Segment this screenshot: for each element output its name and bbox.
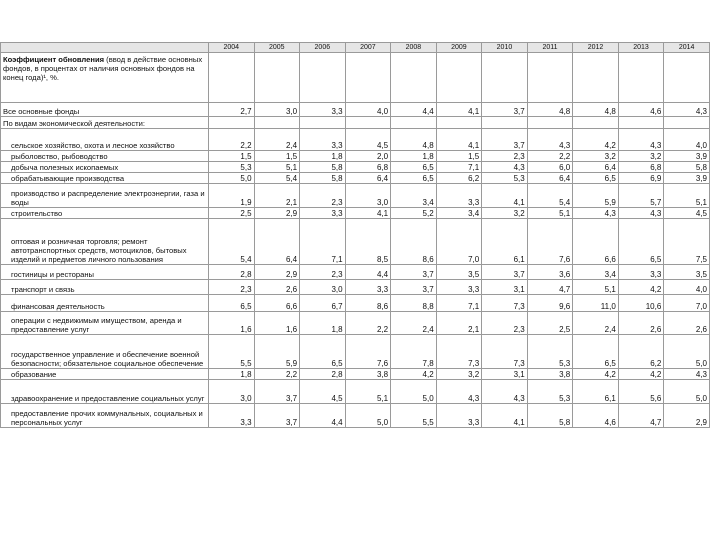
year-header-row: [1, 43, 710, 53]
table-row: [1, 295, 710, 312]
value-cell: 3,0: [209, 380, 255, 404]
value-cell: 3,7: [254, 380, 300, 404]
value-cell: 6,2: [618, 335, 664, 369]
value-cell: 6,8: [345, 162, 391, 173]
value-cell: 3,2: [436, 369, 482, 380]
value-cell: 4,1: [436, 129, 482, 151]
row-label: По видам экономической деятельности:: [1, 117, 209, 129]
table-row: [1, 369, 710, 380]
table-row: [1, 404, 710, 428]
value-cell: 6,1: [482, 219, 528, 265]
value-cell: 3,1: [482, 280, 528, 295]
value-cell: 3,7: [482, 103, 528, 117]
year-header: 2009: [436, 43, 482, 53]
value-cell: 4,3: [664, 369, 710, 380]
value-cell: 6,5: [573, 173, 619, 184]
value-cell: 4,2: [391, 369, 437, 380]
value-cell: 5,5: [391, 404, 437, 428]
table-row: [1, 380, 710, 404]
value-cell: 4,4: [391, 103, 437, 117]
value-cell: 5,4: [209, 219, 255, 265]
value-cell: 3,3: [300, 129, 346, 151]
value-cell: 7,0: [436, 219, 482, 265]
value-cell: 3,8: [527, 369, 573, 380]
table-row: [1, 151, 710, 162]
value-cell: 5,6: [618, 380, 664, 404]
value-cell: 4,5: [300, 380, 346, 404]
table-title: [1, 53, 209, 103]
value-cell: 3,5: [664, 265, 710, 280]
value-cell: 4,3: [573, 208, 619, 219]
value-cell: 3,7: [482, 129, 528, 151]
value-cell: 6,5: [391, 173, 437, 184]
value-cell: 2,2: [345, 312, 391, 335]
value-cell: 3,3: [209, 404, 255, 428]
table-row: [1, 335, 710, 369]
value-cell: 3,0: [345, 184, 391, 208]
value-cell: 3,6: [527, 265, 573, 280]
row-label: здравоохранение и предоставление социальных услуг: [1, 380, 209, 404]
value-cell: 1,8: [300, 312, 346, 335]
value-cell: 4,2: [618, 280, 664, 295]
value-cell: 7,1: [436, 295, 482, 312]
value-cell: 3,3: [436, 280, 482, 295]
value-cell: 3,3: [618, 265, 664, 280]
year-header: 2010: [482, 43, 528, 53]
value-cell: 2,3: [482, 312, 528, 335]
value-cell: 7,0: [664, 295, 710, 312]
row-label: Все основные фонды: [1, 103, 209, 117]
title-bold: Коэффициент обновления: [3, 55, 105, 64]
value-cell: 8,8: [391, 295, 437, 312]
value-cell: 4,6: [618, 103, 664, 117]
table-row: [1, 173, 710, 184]
value-cell: 4,3: [527, 129, 573, 151]
row-label: государственное управление и обеспечение военной безопасности; обязательное социальное обеспечение: [1, 335, 209, 369]
value-cell: 7,3: [482, 295, 528, 312]
table-row: [1, 103, 710, 117]
value-cell: 3,7: [391, 265, 437, 280]
value-cell: 3,1: [482, 369, 528, 380]
value-cell: 7,6: [527, 219, 573, 265]
value-cell: 4,1: [482, 184, 528, 208]
row-label: производство и распределение электроэнергии, газа и воды: [1, 184, 209, 208]
row-label: гостиницы и рестораны: [1, 265, 209, 280]
value-cell: 2,2: [254, 369, 300, 380]
value-cell: 2,4: [254, 129, 300, 151]
value-cell: 11,0: [573, 295, 619, 312]
value-cell: 4,3: [482, 162, 528, 173]
value-cell: [664, 117, 710, 129]
table-row: [1, 162, 710, 173]
value-cell: 3,4: [573, 265, 619, 280]
value-cell: 5,1: [254, 162, 300, 173]
value-cell: 2,9: [254, 208, 300, 219]
value-cell: [254, 117, 300, 129]
value-cell: 5,7: [618, 184, 664, 208]
value-cell: 5,4: [527, 184, 573, 208]
year-header: 2013: [618, 43, 664, 53]
value-cell: 4,7: [618, 404, 664, 428]
value-cell: 6,5: [209, 295, 255, 312]
value-cell: 4,8: [527, 103, 573, 117]
value-cell: 4,1: [436, 103, 482, 117]
value-cell: 4,2: [573, 129, 619, 151]
value-cell: 7,1: [436, 162, 482, 173]
value-cell: 5,3: [527, 335, 573, 369]
value-cell: 3,5: [436, 265, 482, 280]
row-label: финансовая деятельность: [1, 295, 209, 312]
year-header: 2006: [300, 43, 346, 53]
value-cell: 6,4: [573, 162, 619, 173]
value-cell: 6,8: [618, 162, 664, 173]
value-cell: [527, 117, 573, 129]
value-cell: 6,9: [618, 173, 664, 184]
value-cell: 4,3: [618, 208, 664, 219]
year-header: 2012: [573, 43, 619, 53]
value-cell: 6,5: [618, 219, 664, 265]
value-cell: 1,9: [209, 184, 255, 208]
value-cell: 5,1: [573, 280, 619, 295]
value-cell: 2,2: [527, 151, 573, 162]
value-cell: 3,9: [664, 173, 710, 184]
value-cell: 5,3: [482, 173, 528, 184]
value-cell: 4,8: [573, 103, 619, 117]
value-cell: 2,7: [209, 103, 255, 117]
table-row: [1, 129, 710, 151]
row-label: рыболовство, рыбоводство: [1, 151, 209, 162]
value-cell: 1,6: [209, 312, 255, 335]
value-cell: 3,3: [300, 103, 346, 117]
value-cell: 6,5: [300, 335, 346, 369]
value-cell: 5,0: [345, 404, 391, 428]
value-cell: 1,8: [391, 151, 437, 162]
value-cell: 6,2: [436, 173, 482, 184]
value-cell: [209, 117, 255, 129]
value-cell: [482, 117, 528, 129]
value-cell: 3,2: [482, 208, 528, 219]
value-cell: 2,1: [254, 184, 300, 208]
value-cell: 4,3: [618, 129, 664, 151]
value-cell: 6,5: [573, 335, 619, 369]
value-cell: 2,8: [300, 369, 346, 380]
year-header: 2008: [391, 43, 437, 53]
value-cell: 5,9: [573, 184, 619, 208]
value-cell: 4,5: [345, 129, 391, 151]
row-label: операции с недвижимым имуществом, аренда и предоставление услуг: [1, 312, 209, 335]
value-cell: 3,2: [618, 151, 664, 162]
value-cell: 5,3: [209, 162, 255, 173]
value-cell: 2,1: [436, 312, 482, 335]
value-cell: 5,3: [527, 380, 573, 404]
table-row: [1, 117, 710, 129]
value-cell: 5,9: [254, 335, 300, 369]
value-cell: 7,8: [391, 335, 437, 369]
value-cell: 5,4: [254, 173, 300, 184]
value-cell: 6,0: [527, 162, 573, 173]
value-cell: 3,3: [436, 404, 482, 428]
value-cell: 4,0: [345, 103, 391, 117]
value-cell: 1,5: [209, 151, 255, 162]
year-header: 2004: [209, 43, 255, 53]
value-cell: 2,6: [254, 280, 300, 295]
value-cell: 2,2: [209, 129, 255, 151]
row-label: предоставление прочих коммунальных, социальных и персональных услуг: [1, 404, 209, 428]
value-cell: 5,0: [664, 335, 710, 369]
value-cell: 5,8: [300, 173, 346, 184]
table-row: [1, 184, 710, 208]
value-cell: 7,1: [300, 219, 346, 265]
year-header: 2007: [345, 43, 391, 53]
table-row: [1, 280, 710, 295]
row-label: строительство: [1, 208, 209, 219]
table-row: [1, 208, 710, 219]
value-cell: 8,5: [345, 219, 391, 265]
value-cell: 2,3: [300, 265, 346, 280]
value-cell: 4,1: [482, 404, 528, 428]
value-cell: 2,8: [209, 265, 255, 280]
renewal-coefficient-table: [0, 42, 710, 428]
value-cell: 4,2: [573, 369, 619, 380]
year-header: 2014: [664, 43, 710, 53]
value-cell: 7,6: [345, 335, 391, 369]
value-cell: 4,3: [436, 380, 482, 404]
value-cell: 6,4: [345, 173, 391, 184]
value-cell: 3,7: [391, 280, 437, 295]
value-cell: 4,6: [573, 404, 619, 428]
value-cell: 9,6: [527, 295, 573, 312]
value-cell: 1,5: [436, 151, 482, 162]
row-label: сельское хозяйство, охота и лесное хозяйство: [1, 129, 209, 151]
row-label: добыча полезных ископаемых: [1, 162, 209, 173]
value-cell: 6,6: [573, 219, 619, 265]
value-cell: 3,3: [345, 280, 391, 295]
value-cell: 3,4: [391, 184, 437, 208]
value-cell: 2,9: [254, 265, 300, 280]
value-cell: 5,8: [300, 162, 346, 173]
value-cell: 1,5: [254, 151, 300, 162]
value-cell: 2,3: [482, 151, 528, 162]
table-row: [1, 265, 710, 280]
title-rest: (ввод в действие основных фондов, в процентах от наличия основных фондов на конец года)¹, %.: [3, 55, 203, 82]
value-cell: 5,1: [345, 380, 391, 404]
value-cell: 2,0: [345, 151, 391, 162]
value-cell: 4,2: [618, 369, 664, 380]
value-cell: 4,3: [482, 380, 528, 404]
row-label: транспорт и связь: [1, 280, 209, 295]
value-cell: 6,6: [254, 295, 300, 312]
value-cell: 3,7: [254, 404, 300, 428]
value-cell: 5,8: [527, 404, 573, 428]
table-row: [1, 312, 710, 335]
value-cell: 1,6: [254, 312, 300, 335]
value-cell: 2,4: [391, 312, 437, 335]
value-cell: 3,7: [482, 265, 528, 280]
value-cell: 1,8: [300, 151, 346, 162]
value-cell: 3,3: [300, 208, 346, 219]
row-label: образование: [1, 369, 209, 380]
value-cell: 2,5: [527, 312, 573, 335]
value-cell: 5,8: [664, 162, 710, 173]
value-cell: 5,1: [527, 208, 573, 219]
table-row: [1, 219, 710, 265]
value-cell: 2,6: [664, 312, 710, 335]
value-cell: 3,0: [300, 280, 346, 295]
title-row: [1, 53, 710, 103]
header-corner-cell: [1, 43, 209, 53]
value-cell: 4,1: [345, 208, 391, 219]
value-cell: 7,3: [482, 335, 528, 369]
value-cell: 2,6: [618, 312, 664, 335]
value-cell: [345, 117, 391, 129]
value-cell: 3,3: [436, 184, 482, 208]
value-cell: 8,6: [391, 219, 437, 265]
value-cell: 7,3: [436, 335, 482, 369]
row-label: оптовая и розничная торговля; ремонт автотранспортных средств, мотоциклов, бытовых изделий и предметов личного пользования: [1, 219, 209, 265]
value-cell: 5,0: [209, 173, 255, 184]
value-cell: 4,7: [527, 280, 573, 295]
value-cell: 1,8: [209, 369, 255, 380]
value-cell: [573, 117, 619, 129]
value-cell: 4,4: [345, 265, 391, 280]
value-cell: 2,5: [209, 208, 255, 219]
value-cell: 6,4: [527, 173, 573, 184]
value-cell: [391, 117, 437, 129]
value-cell: 4,0: [664, 280, 710, 295]
value-cell: 5,1: [664, 184, 710, 208]
value-cell: 3,9: [664, 151, 710, 162]
value-cell: 4,3: [664, 103, 710, 117]
value-cell: 6,5: [391, 162, 437, 173]
year-header: 2011: [527, 43, 573, 53]
value-cell: [436, 117, 482, 129]
value-cell: 10,6: [618, 295, 664, 312]
value-cell: 4,8: [391, 129, 437, 151]
value-cell: [300, 117, 346, 129]
value-cell: 2,4: [573, 312, 619, 335]
value-cell: 6,1: [573, 380, 619, 404]
value-cell: 3,0: [254, 103, 300, 117]
value-cell: 8,6: [345, 295, 391, 312]
value-cell: 3,8: [345, 369, 391, 380]
value-cell: [618, 117, 664, 129]
value-cell: 3,2: [573, 151, 619, 162]
value-cell: 4,0: [664, 129, 710, 151]
value-cell: 3,4: [436, 208, 482, 219]
value-cell: 2,9: [664, 404, 710, 428]
value-cell: 5,5: [209, 335, 255, 369]
value-cell: 2,3: [300, 184, 346, 208]
value-cell: 5,2: [391, 208, 437, 219]
year-header: 2005: [254, 43, 300, 53]
value-cell: 7,5: [664, 219, 710, 265]
value-cell: 5,0: [391, 380, 437, 404]
value-cell: 6,4: [254, 219, 300, 265]
value-cell: 4,5: [664, 208, 710, 219]
value-cell: 6,7: [300, 295, 346, 312]
value-cell: 4,4: [300, 404, 346, 428]
value-cell: 2,3: [209, 280, 255, 295]
row-label: обрабатывающие производства: [1, 173, 209, 184]
value-cell: 5,0: [664, 380, 710, 404]
